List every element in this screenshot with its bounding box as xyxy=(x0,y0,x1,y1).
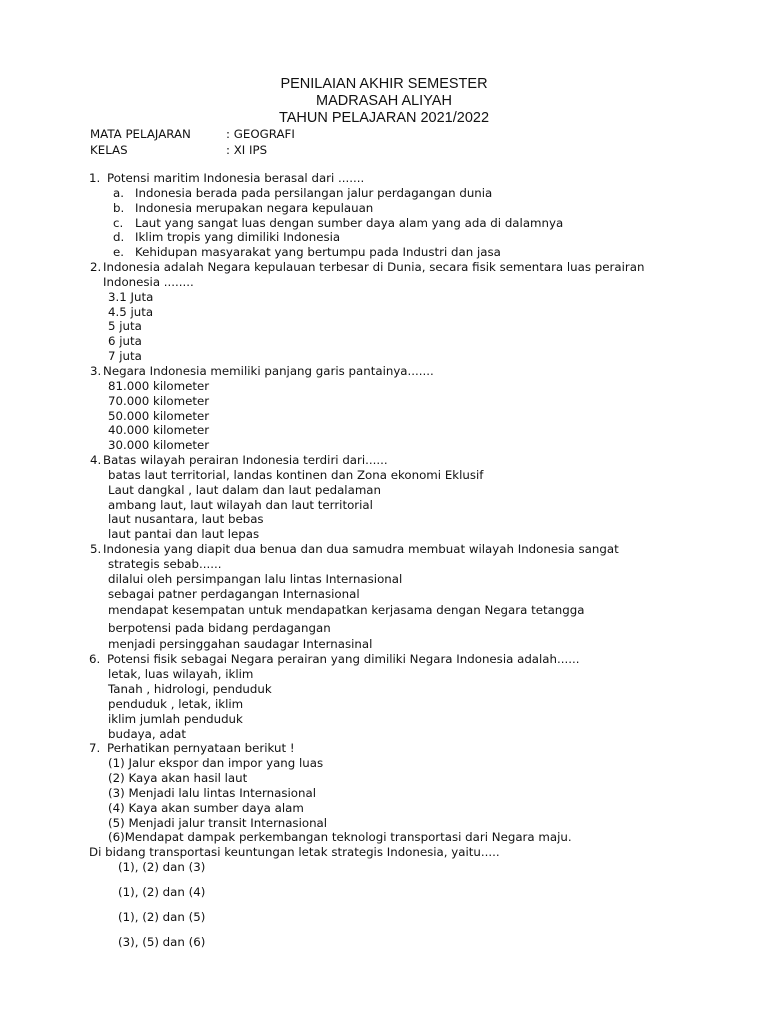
question-text-continued: strategis sebab...... xyxy=(108,556,222,571)
statement: (6)Mendapat dampak perkembangan teknologi transportasi dari Negara maju. xyxy=(108,830,572,845)
answer-options xyxy=(108,572,750,653)
question-text: Potensi fisik sebagai Negara perairan yang dimiliki Negara Indonesia adalah...... xyxy=(107,652,580,667)
answer-option: (1), (2) dan (4) xyxy=(118,885,206,900)
answer-option: 4.5 juta xyxy=(108,304,154,319)
answer-option: iklim jumlah penduduk xyxy=(108,711,243,726)
answer-option xyxy=(113,186,750,201)
answer-option xyxy=(113,216,750,231)
answer-option: menjadi persinggahan saudagar Internasinal xyxy=(108,637,373,652)
answer-option: berpotensi pada bidang perdagangan xyxy=(108,621,331,636)
option-text: Kehidupan masyarakat yang bertumpu pada Industri dan jasa xyxy=(135,245,501,260)
answer-option: 5 juta xyxy=(108,319,142,334)
subject-value: : GEOGRAFI xyxy=(226,127,295,141)
option-text: Indonesia berada pada persilangan jalur perdagangan dunia xyxy=(135,185,493,200)
statement: (4) Kaya akan sumber daya alam xyxy=(108,800,304,815)
subject-row xyxy=(90,127,295,143)
answer-options xyxy=(108,468,750,542)
option-letter: e. xyxy=(113,245,125,260)
option-letter: a. xyxy=(113,185,124,200)
answer-option: (1), (2) dan (5) xyxy=(118,910,206,925)
class-value: : XI IPS xyxy=(226,143,268,157)
answer-options xyxy=(118,860,750,960)
answer-option: 70.000 kilometer xyxy=(108,393,210,408)
answer-option: Laut dangkal , laut dalam dan laut pedalaman xyxy=(108,482,382,497)
answer-option: 6 juta xyxy=(108,334,142,349)
question-5 xyxy=(90,542,750,652)
answer-option: Tanah , hidrologi, penduduk xyxy=(108,682,272,696)
option-text: Laut yang sangat luas dengan sumber daya alam yang ada di dalamnya xyxy=(135,215,564,230)
question-1 xyxy=(90,171,750,260)
question-text: Indonesia adalah Negara kepulauan terbesar di Dunia, secara fisik sementara luas perairan xyxy=(103,260,645,275)
answer-option: mendapat kesempatan untuk mendapatkan kerjasama dengan Negara tetangga xyxy=(108,603,585,618)
answer-option: 3.1 Juta xyxy=(108,289,154,304)
class-row xyxy=(90,143,295,159)
answer-option: 40.000 kilometer xyxy=(108,423,210,438)
answer-option: batas laut territorial, landas kontinen dan Zona ekonomi Eklusif xyxy=(108,467,484,482)
question-4 xyxy=(90,453,750,542)
class-label: KELAS xyxy=(90,143,128,157)
option-letter: b. xyxy=(113,200,125,215)
answer-option: (3), (5) dan (6) xyxy=(118,935,206,950)
answer-option: 30.000 kilometer xyxy=(108,438,210,453)
header-year: TAHUN PELAJARAN 2021/2022 xyxy=(278,110,490,126)
answer-option: letak, luas wilayah, iklim xyxy=(108,667,254,682)
question-list xyxy=(90,171,750,960)
answer-option: sebagai patner perdagangan Internasional xyxy=(108,586,360,601)
answer-option: laut nusantara, laut bebas xyxy=(108,512,264,527)
question-number: 3. xyxy=(90,363,102,378)
option-text: Indonesia merupakan negara kepulauan xyxy=(135,200,374,215)
header-title: PENILAIAN AKHIR SEMESTER xyxy=(280,76,488,92)
answer-option: dilalui oleh persimpangan lalu lintas Internasional xyxy=(108,571,403,586)
answer-option: penduduk , letak, iklim xyxy=(108,696,244,711)
question-text: Perhatikan pernyataan berikut ! xyxy=(107,741,295,756)
answer-options xyxy=(113,186,750,260)
question-text: Potensi maritim Indonesia berasal dari ....... xyxy=(107,171,365,185)
header-school: MADRASAH ALIYAH xyxy=(316,93,452,109)
answer-option: ambang laut, laut wilayah dan laut territorial xyxy=(108,497,373,512)
question-number: 6. xyxy=(89,652,101,667)
statement: (2) Kaya akan hasil laut xyxy=(108,771,248,786)
answer-options xyxy=(108,290,750,364)
exam-meta xyxy=(90,127,295,159)
answer-options xyxy=(108,667,750,741)
question-text: Negara Indonesia memiliki panjang garis pantainya....... xyxy=(103,363,434,378)
statement: (3) Menjadi lalu lintas Internasional xyxy=(108,785,317,800)
question-number: 1. xyxy=(89,171,101,185)
question-text: Indonesia yang diapit dua benua dan dua samudra membuat wilayah Indonesia sangat xyxy=(103,542,619,557)
answer-options xyxy=(108,379,750,453)
question-number: 4. xyxy=(90,453,102,468)
document-header xyxy=(0,76,768,127)
statement: (5) Menjadi jalur transit Internasional xyxy=(108,815,328,830)
answer-option: 7 juta xyxy=(108,349,142,364)
answer-option xyxy=(113,230,750,245)
question-3 xyxy=(90,364,750,453)
question-6 xyxy=(90,652,750,741)
option-letter: c. xyxy=(113,215,124,230)
question-7 xyxy=(90,741,750,960)
answer-option xyxy=(113,201,750,216)
option-letter: d. xyxy=(113,230,125,245)
question-number: 7. xyxy=(89,741,101,756)
answer-option xyxy=(113,245,750,260)
statement-list xyxy=(108,756,750,845)
answer-option: (1), (2) dan (3) xyxy=(118,860,206,875)
answer-option: 81.000 kilometer xyxy=(108,378,210,393)
question-prompt: Di bidang transportasi keuntungan letak strategis Indonesia, yaitu..... xyxy=(89,845,500,860)
question-text: Batas wilayah perairan Indonesia terdiri dari...... xyxy=(103,453,388,468)
subject-label: MATA PELAJARAN xyxy=(90,127,191,141)
answer-option: 50.000 kilometer xyxy=(108,408,210,423)
answer-option: laut pantai dan laut lepas xyxy=(108,527,260,542)
question-2 xyxy=(90,260,750,364)
option-text: Iklim tropis yang dimiliki Indonesia xyxy=(135,230,341,245)
answer-option: budaya, adat xyxy=(108,726,186,741)
statement: (1) Jalur ekspor dan impor yang luas xyxy=(108,756,324,771)
question-number: 2. xyxy=(90,260,102,275)
question-number: 5. xyxy=(90,542,102,557)
question-text-continued: Indonesia ........ xyxy=(103,274,194,289)
